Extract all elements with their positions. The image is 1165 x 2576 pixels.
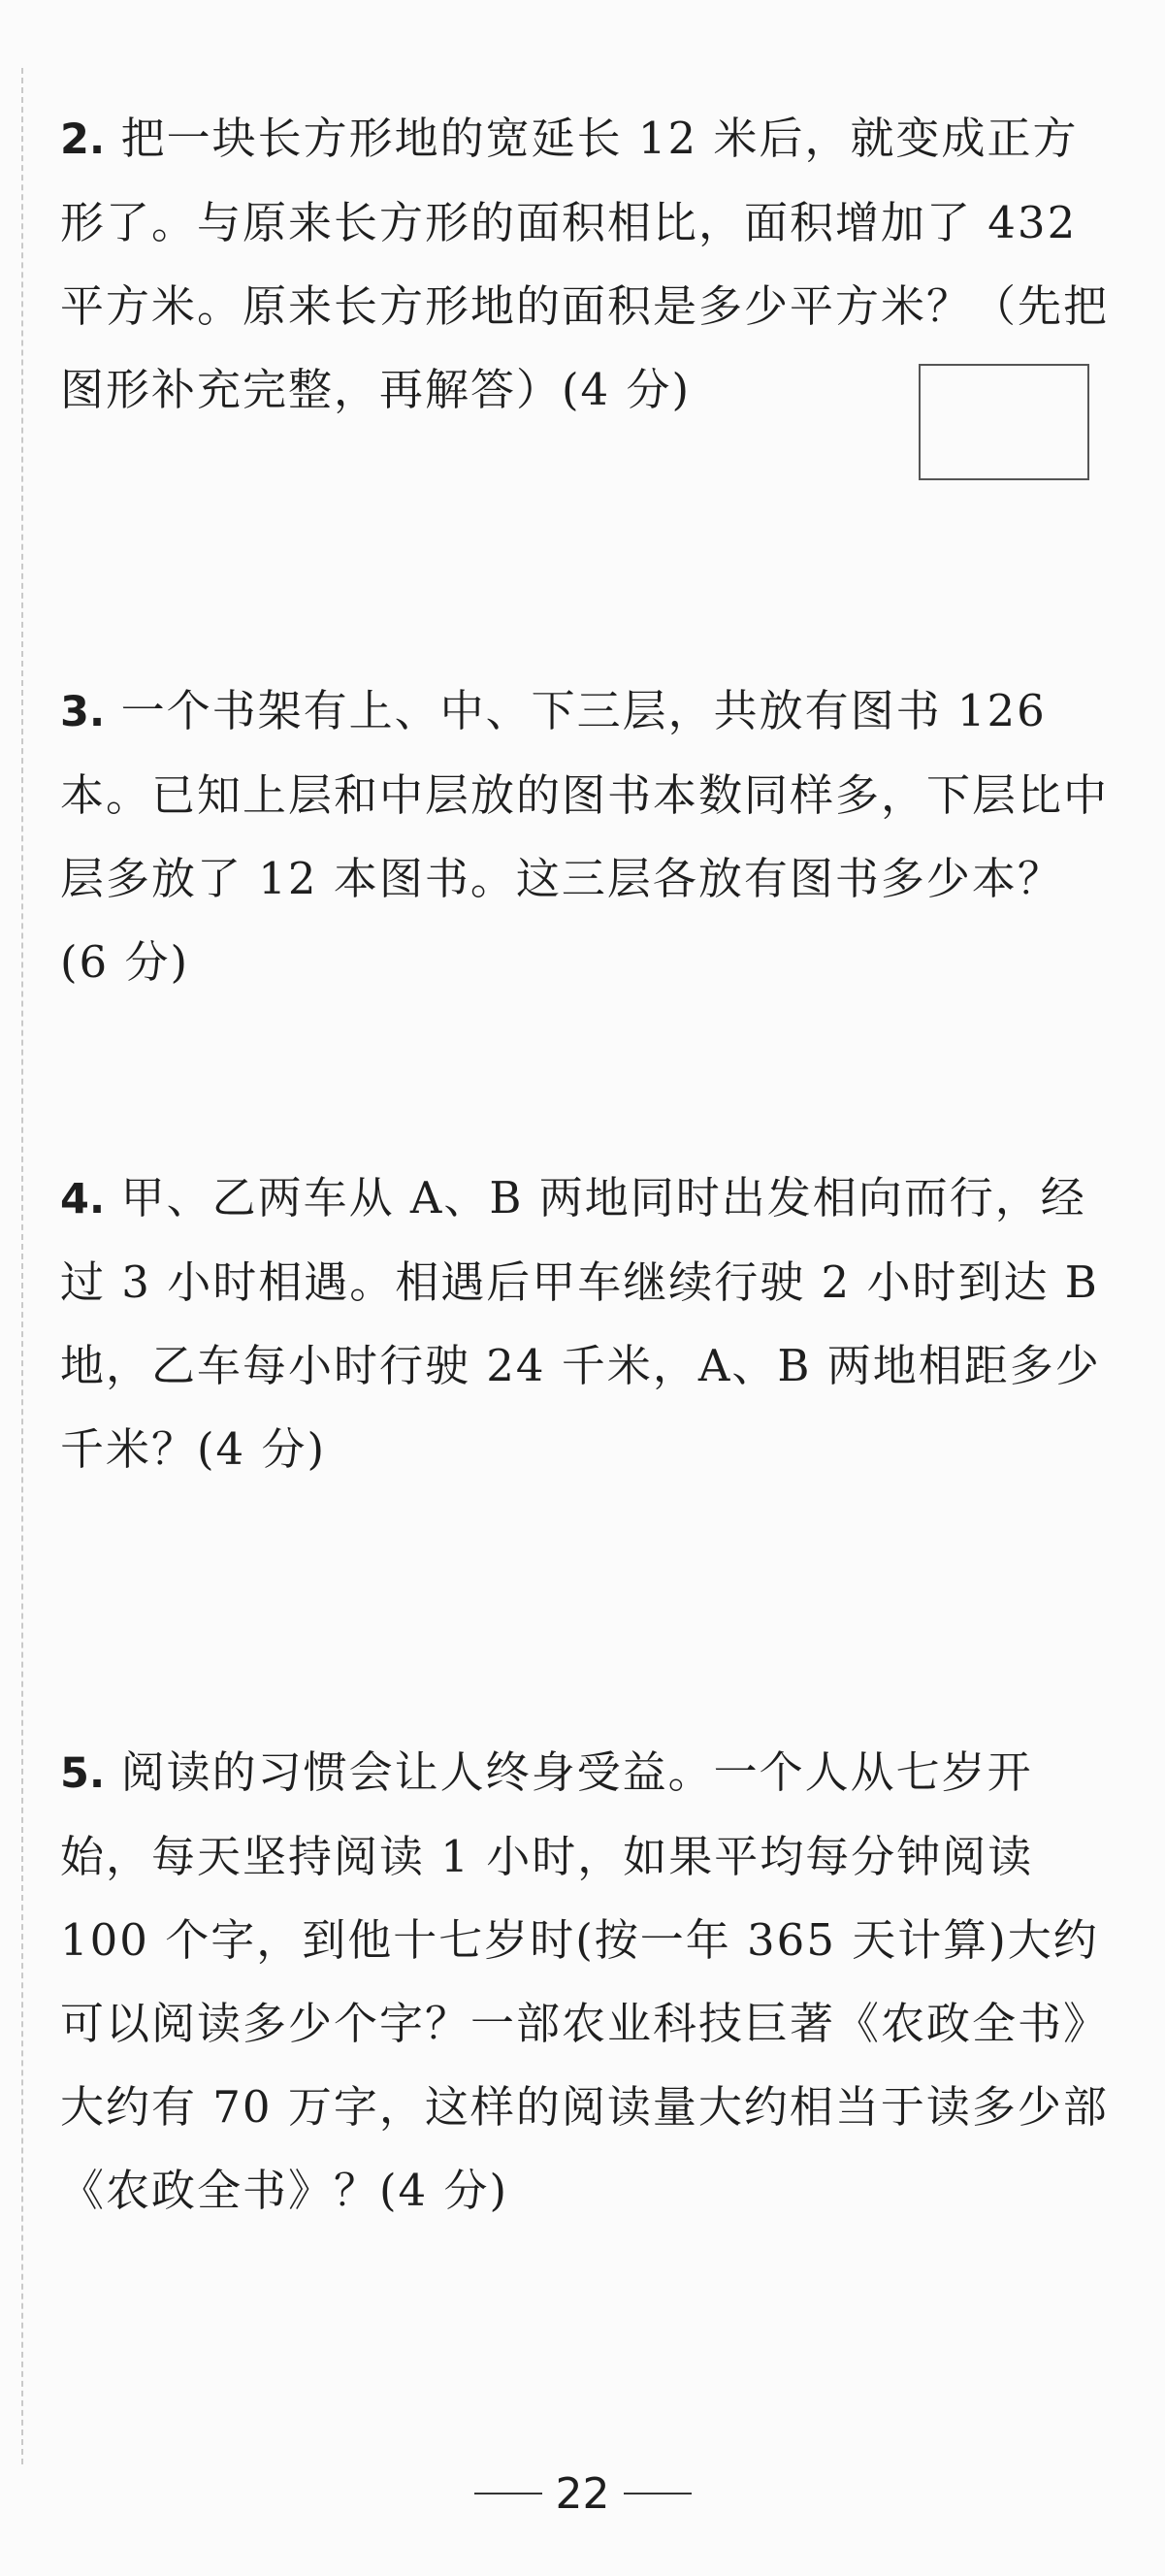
problem-text: 把一块长方形地的宽延长 12 米后，就变成正方形了。与原来长方形的面积相比，面积增加了 432 平方米。原来长方形地的面积是多少平方米？（先把图形补充完整，再解答）(4 分) — [60, 113, 1110, 415]
rectangle-figure — [919, 364, 1089, 480]
problem-text: 甲、乙两车从 A、B 两地同时出发相向而行，经过 3 小时相遇。相遇后甲车继续行驶 2 小时到达 B 地，乙车每小时行驶 24 千米，A、B 两地相距多少千米？(4 分) — [60, 1172, 1116, 1475]
page-number: 22 — [555, 2468, 610, 2519]
problem-number: 4. — [60, 1175, 106, 1223]
problem-number: 3. — [60, 688, 106, 736]
problem-text: 一个书架有上、中、下三层，共放有图书 126 本。已知上层和中层放的图书本数同样多，下层比中层多放了 12 本图书。这三层各放有图书多少本？(6 分) — [60, 685, 1110, 988]
problem-text: 阅读的习惯会让人终身受益。一个人从七岁开始，每天坚持阅读 1 小时，如果平均每分钟阅读 100 个字，到他十七岁时(按一年 365 天计算)大约可以阅读多少个字？一部农业科技巨著《农政全书》大约有 70 万字，这样的阅读量大约相当于读多少部《农政全书》？(4 分) — [60, 1746, 1110, 2216]
page-footer — [0, 2464, 1165, 2523]
binding-margin-line — [21, 68, 23, 2464]
footer-dash-left — [474, 2493, 542, 2494]
problem-number: 2. — [60, 115, 106, 164]
problem-3 — [60, 669, 1110, 1004]
problem-number: 5. — [60, 1749, 106, 1798]
problem-5 — [60, 1731, 1110, 2233]
footer-dash-right — [624, 2493, 692, 2494]
problem-4 — [60, 1157, 1116, 1491]
